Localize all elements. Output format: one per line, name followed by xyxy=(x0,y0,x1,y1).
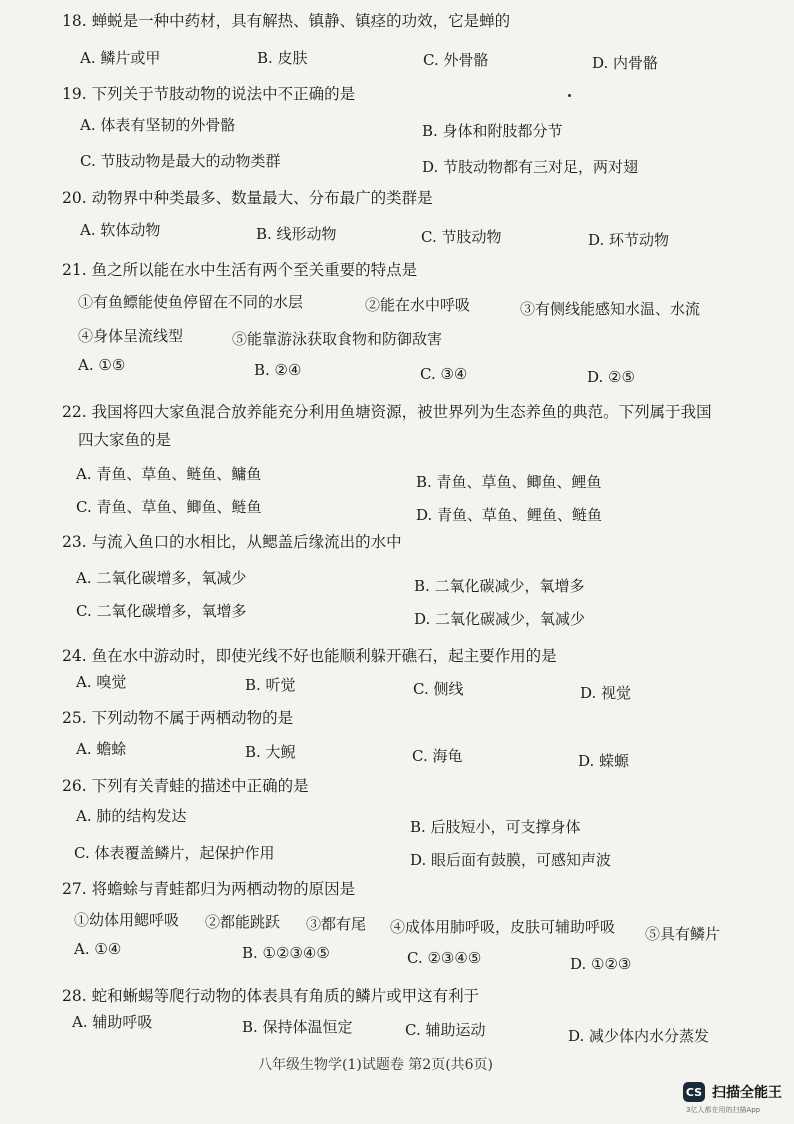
q21-option-c: C. ③④ xyxy=(420,365,468,383)
question-22-stem-continued: 四大家鱼的是 xyxy=(78,431,172,449)
q24-option-c: C. 侧线 xyxy=(413,680,464,698)
q24-option-d: D. 视觉 xyxy=(580,684,632,702)
q27-option-d: D. ①②③ xyxy=(570,955,632,973)
q23-option-d: D. 二氧化碳减少，氧减少 xyxy=(414,610,586,628)
q19-option-a: A. 体表有坚韧的外骨骼 xyxy=(80,116,236,134)
q28-option-b: B. 保持体温恒定 xyxy=(242,1018,353,1036)
question-23-stem: 23. 与流入鱼口的水相比，从鳃盖后缘流出的水中 xyxy=(62,533,402,551)
question-24-stem: 24. 鱼在水中游动时，即使光线不好也能顺利躲开礁石，起主要作用的是 xyxy=(62,647,557,665)
q27-item-5: ⑤具有鳞片 xyxy=(645,925,721,943)
q21-option-d: D. ②⑤ xyxy=(587,368,635,386)
q21-item-1: ①有鱼鳔能使鱼停留在不同的水层 xyxy=(78,293,304,311)
question-18-stem: 18. 蝉蜕是一种中药材，具有解热、镇静、镇痉的功效，它是蝉的 xyxy=(62,12,511,30)
question-27-stem: 27. 将蟾蜍与青蛙都归为两栖动物的原因是 xyxy=(62,880,356,898)
q26-option-d: D. 眼后面有鼓膜，可感知声波 xyxy=(410,851,612,869)
q19-option-d: D. 节肢动物都有三对足，两对翅 xyxy=(422,158,639,176)
q26-option-c: C. 体表覆盖鳞片，起保护作用 xyxy=(74,844,275,862)
q21-option-a: A. ①⑤ xyxy=(78,356,126,374)
q27-option-a: A. ①④ xyxy=(74,940,122,958)
q21-option-b: B. ②④ xyxy=(254,361,302,379)
q25-option-a: A. 蟾蜍 xyxy=(76,740,127,758)
q27-item-1: ①幼体用鳃呼吸 xyxy=(74,911,180,929)
q22-option-d: D. 青鱼、草鱼、鲤鱼、鲢鱼 xyxy=(416,506,603,524)
q27-item-3: ③都有尾 xyxy=(306,915,367,933)
q20-option-a: A. 软体动物 xyxy=(80,221,161,239)
q25-option-d: D. 蝾螈 xyxy=(578,752,630,770)
q18-option-a: A. 鳞片或甲 xyxy=(80,49,161,67)
q23-option-a: A. 二氧化碳增多，氧减少 xyxy=(76,569,247,587)
question-25-stem: 25. 下列动物不属于两栖动物的是 xyxy=(62,709,294,727)
question-26-stem: 26. 下列有关青蛙的描述中正确的是 xyxy=(62,777,309,795)
q27-item-2: ②都能跳跃 xyxy=(205,913,281,931)
question-20-stem: 20. 动物界中种类最多、数量最大、分布最广的类群是 xyxy=(62,189,433,207)
q18-option-d: D. 内骨骼 xyxy=(592,54,659,72)
q20-option-d: D. 环节动物 xyxy=(588,231,670,249)
watermark-tagline: 3亿人都在用的扫描App xyxy=(686,1106,761,1114)
q25-option-b: B. 大鲵 xyxy=(245,743,296,761)
question-28-stem: 28. 蛇和蜥蜴等爬行动物的体表具有角质的鳞片或甲这有利于 xyxy=(62,987,480,1005)
page-footer: 八年级生物学(1)试题卷 第2页(共6页) xyxy=(258,1057,494,1073)
watermark-app-name: 扫描全能王 xyxy=(712,1085,782,1101)
scan-speck xyxy=(568,94,571,97)
q21-item-2: ②能在水中呼吸 xyxy=(365,296,471,314)
q22-option-c: C. 青鱼、草鱼、鲫鱼、鲢鱼 xyxy=(76,498,262,516)
q23-option-b: B. 二氧化碳减少，氧增多 xyxy=(414,577,585,595)
q27-option-c: C. ②③④⑤ xyxy=(407,949,482,967)
q19-option-c: C. 节肢动物是最大的动物类群 xyxy=(80,152,281,170)
q24-option-b: B. 听觉 xyxy=(245,676,296,694)
q27-item-4: ④成体用肺呼吸，皮肤可辅助呼吸 xyxy=(390,918,616,936)
q22-option-a: A. 青鱼、草鱼、鲢鱼、鳙鱼 xyxy=(76,465,262,483)
q24-option-a: A. 嗅觉 xyxy=(76,673,127,691)
q19-option-b: B. 身体和附肢都分节 xyxy=(422,122,563,140)
q22-option-b: B. 青鱼、草鱼、鲫鱼、鲤鱼 xyxy=(416,473,602,491)
q27-option-b: B. ①②③④⑤ xyxy=(242,944,330,962)
q18-option-b: B. 皮肤 xyxy=(257,49,308,67)
q26-option-b: B. 后肢短小，可支撑身体 xyxy=(410,818,581,836)
q26-option-a: A. 肺的结构发达 xyxy=(76,807,187,825)
q20-option-b: B. 线形动物 xyxy=(256,225,337,243)
camscanner-logo-icon: CS xyxy=(683,1082,705,1102)
question-19-stem: 19. 下列关于节肢动物的说法中不正确的是 xyxy=(62,85,356,103)
q23-option-c: C. 二氧化碳增多，氧增多 xyxy=(76,602,247,620)
q28-option-d: D. 减少体内水分蒸发 xyxy=(568,1027,710,1045)
q28-option-c: C. 辅助运动 xyxy=(405,1021,486,1039)
question-22-stem: 22. 我国将四大家鱼混合放养能充分利用鱼塘资源，被世界列为生态养鱼的典范。下列属于我国 xyxy=(62,403,712,421)
q21-item-3: ③有侧线能感知水温、水流 xyxy=(520,300,701,318)
q28-option-a: A. 辅助呼吸 xyxy=(72,1013,153,1031)
q21-item-5: ⑤能靠游泳获取食物和防御敌害 xyxy=(232,330,443,348)
q18-option-c: C. 外骨骼 xyxy=(423,51,489,69)
q20-option-c: C. 节肢动物 xyxy=(421,228,502,246)
q21-item-4: ④身体呈流线型 xyxy=(78,327,184,345)
question-21-stem: 21. 鱼之所以能在水中生活有两个至关重要的特点是 xyxy=(62,261,418,279)
q25-option-c: C. 海龟 xyxy=(412,747,463,765)
